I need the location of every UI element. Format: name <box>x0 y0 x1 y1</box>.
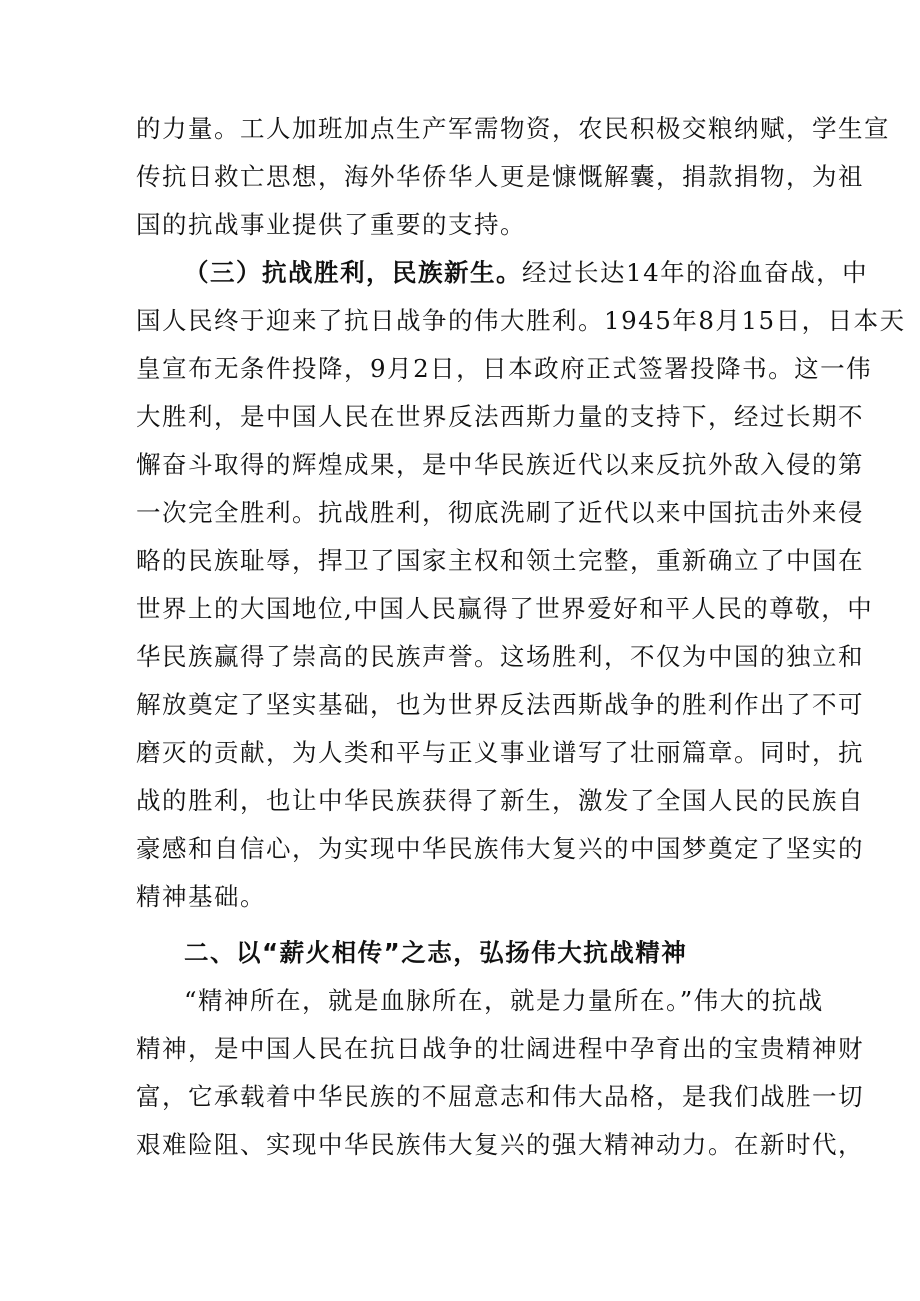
paragraph-line: 战的胜利，也让中华民族获得了新生，激发了全国人民的民族自 <box>136 786 864 815</box>
paragraph-line: 华民族赢得了崇高的民族声誉。这场胜利，不仅为中国的独立和 <box>136 642 864 671</box>
paragraph-line: 艰难险阻、实现中华民族伟大复兴的强大精神动力。在新时代， <box>136 1130 864 1159</box>
paragraph-line: 豪感和自信心，为实现中华民族伟大复兴的中国梦奠定了坚实的 <box>136 834 864 863</box>
paragraph-line: 国人民终于迎来了抗日战争的伟大胜利。1945年8月15日，日本天 <box>136 306 906 335</box>
paragraph-line: 世界上的大国地位,中国人民赢得了世界爱好和平人民的尊敬，中 <box>136 594 874 623</box>
paragraph-line: 磨灭的贡献，为人类和平与正义事业谱写了壮丽篇章。同时，抗 <box>136 738 864 767</box>
paragraph-line: 懈奋斗取得的辉煌成果，是中华民族近代以来反抗外敌入侵的第 <box>136 450 864 479</box>
paragraph-line: 精神基础。 <box>136 882 266 911</box>
paragraph-line: 略的民族耻辱，捍卫了国家主权和领土完整，重新确立了中国在 <box>136 546 864 575</box>
paragraph-first-line <box>184 249 869 297</box>
paragraph-line: 的力量。工人加班加点生产军需物资，农民积极交粮纳赋，学生宣 <box>136 114 890 143</box>
paragraph-line: 传抗日救亡思想，海外华侨华人更是慷慨解囊，捐款捐物，为祖 <box>136 162 864 191</box>
paragraph-text: 经过长达14年的浴血奋战，中 <box>522 258 869 287</box>
paragraph-line: 国的抗战事业提供了重要的支持。 <box>136 210 526 239</box>
paragraph-line: 皇宣布无条件投降，9月2日，日本政府正式签署投降书。这一伟 <box>136 354 873 383</box>
paragraph-line: 大胜利，是中国人民在世界反法西斯力量的支持下，经过长期不 <box>136 402 864 431</box>
paragraph-line: 解放奠定了坚实基础，也为世界反法西斯战争的胜利作出了不可 <box>136 690 864 719</box>
subheading-inline: （三）抗战胜利，民族新生。 <box>184 258 522 287</box>
section-heading: 二、以“薪火相传”之志，弘扬伟大抗战精神 <box>184 938 688 967</box>
paragraph-first-line: “精神所在，就是血脉所在，就是力量所在。”伟大的抗战 <box>184 986 824 1015</box>
paragraph-line: 富，它承载着中华民族的不屈意志和伟大品格，是我们战胜一切 <box>136 1082 864 1111</box>
paragraph-line: 一次完全胜利。抗战胜利，彻底洗刷了近代以来中国抗击外来侵 <box>136 498 864 527</box>
paragraph-line: 精神，是中国人民在抗日战争的壮阔进程中孕育出的宝贵精神财 <box>136 1034 864 1063</box>
